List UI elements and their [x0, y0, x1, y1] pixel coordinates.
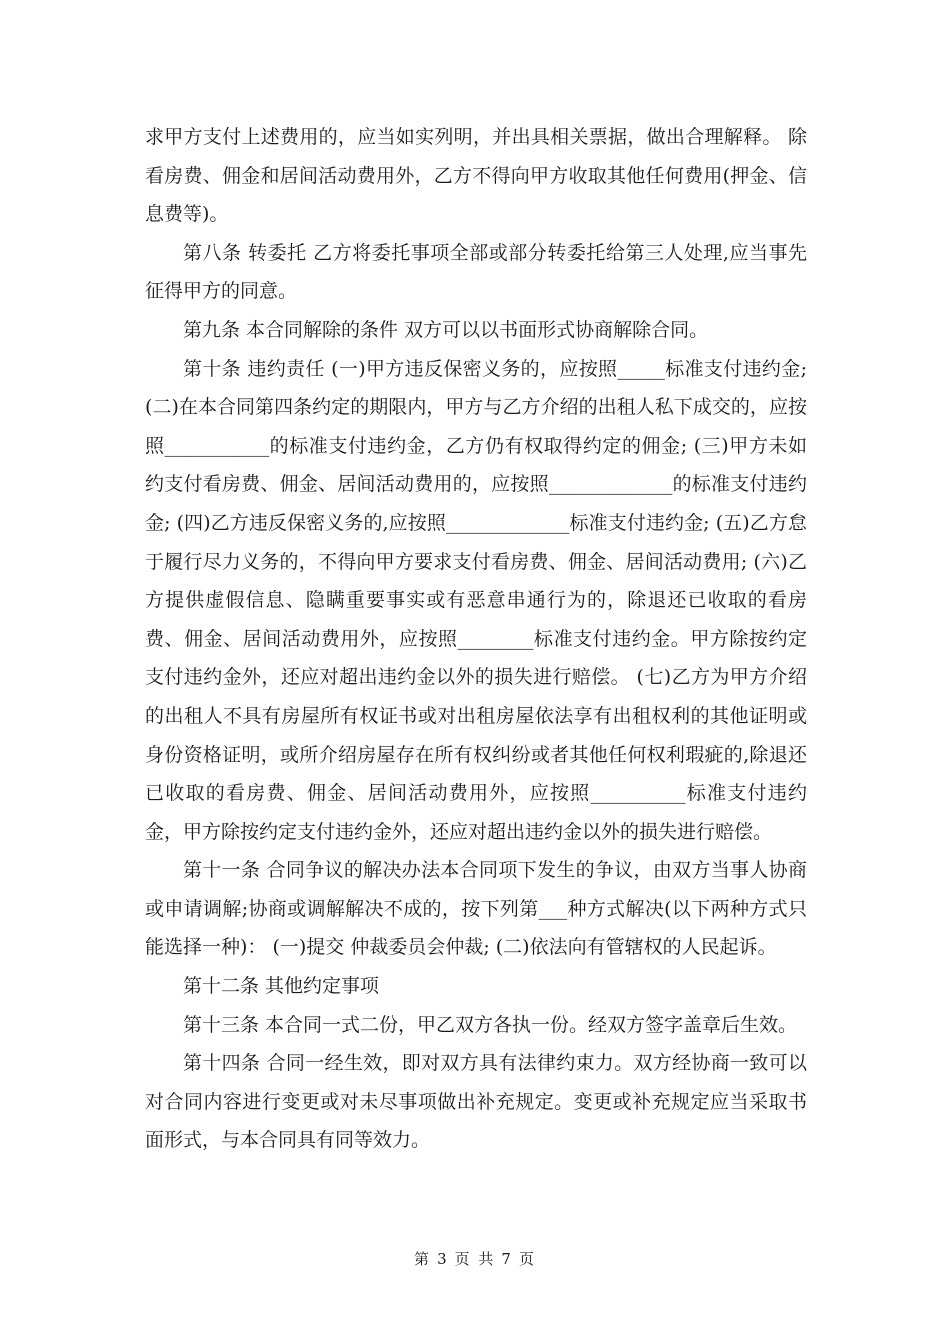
- page-footer: [0, 1248, 950, 1269]
- paragraph-fee-explanation: 求甲方支付上述费用的，应当如实列明，并出具相关票据，做出合理解释。 除看房费、佣金和居间活动费用外，乙方不得向甲方收取其他任何费用(押金、信息费等)。: [145, 126, 807, 226]
- paragraph-article-10: 第十条 违约责任 (一)甲方违反保密义务的，应按照_____标准支付违约金;(二)在本合同第四条约定的期限内，甲方与乙方介绍的出租人私下成交的，应按照___________的标准支付违约金，乙方仍有权取得约定的佣金; (三)甲方未如约支付看房费、佣金、居间活动费用的，应按照_____________的标准支付违约金; (四)乙方违反保密义务的,应按照_____________标准支付违约金; (五)乙方怠于履行尽力义务的，不得向甲方要求支付看房费、佣金、居间活动费用; (六)乙方提供虚假信息、隐瞒重要事实或有恶意串通行为的，除退还已收取的看房费、佣金、居间活动费用外，应按照________标准支付违约金。甲方除按约定支付违约金外，还应对超出违约金以外的损失进行赔偿。 (七)乙方为甲方介绍的出租人不具有房屋所有权证书或对出租房屋依法享有出租权利的其他证明或身份资格证明，或所介绍房屋存在所有权纠纷或者其他任何权利瑕疵的,除退还已收取的看房费、佣金、居间活动费用外，应按照__________标准支付违约金，甲方除按约定支付违约金外，还应对超出违约金以外的损失进行赔偿。: [145, 357, 807, 843]
- contract-body: [145, 118, 807, 1160]
- footer-page-number: 3: [437, 1250, 449, 1268]
- paragraph-article-9: 第九条 本合同解除的条件 双方可以以书面形式协商解除合同。: [183, 318, 709, 341]
- paragraph-article-8: 第八条 转委托 乙方将委托事项全部或部分转委托给第三人处理,应当事先征得甲方的同意。: [145, 241, 807, 303]
- paragraph-article-11: 第十一条 合同争议的解决办法本合同项下发生的争议，由双方当事人协商或申请调解;协商或调解解决不成的，按下列第___种方式解决(以下两种方式只能选择一种)： (一)提交 仲裁委员会仲裁; (二)依法向有管辖权的人民起诉。: [145, 859, 807, 959]
- footer-mid: 页 共: [454, 1250, 496, 1268]
- footer-total-pages: 7: [501, 1250, 513, 1268]
- paragraph-article-12: 第十二条 其他约定事项: [183, 975, 380, 998]
- footer-suffix: 页: [518, 1250, 536, 1268]
- footer-prefix: 第: [414, 1250, 432, 1268]
- paragraph-article-13: 第十三条 本合同一式二份，甲乙双方各执一份。经双方签字盖章后生效。: [183, 1013, 798, 1036]
- paragraph-article-14: 第十四条 合同一经生效，即对双方具有法律约束力。双方经协商一致可以对合同内容进行变更或对未尽事项做出补充规定。变更或补充规定应当采取书面形式，与本合同具有同等效力。: [145, 1052, 807, 1152]
